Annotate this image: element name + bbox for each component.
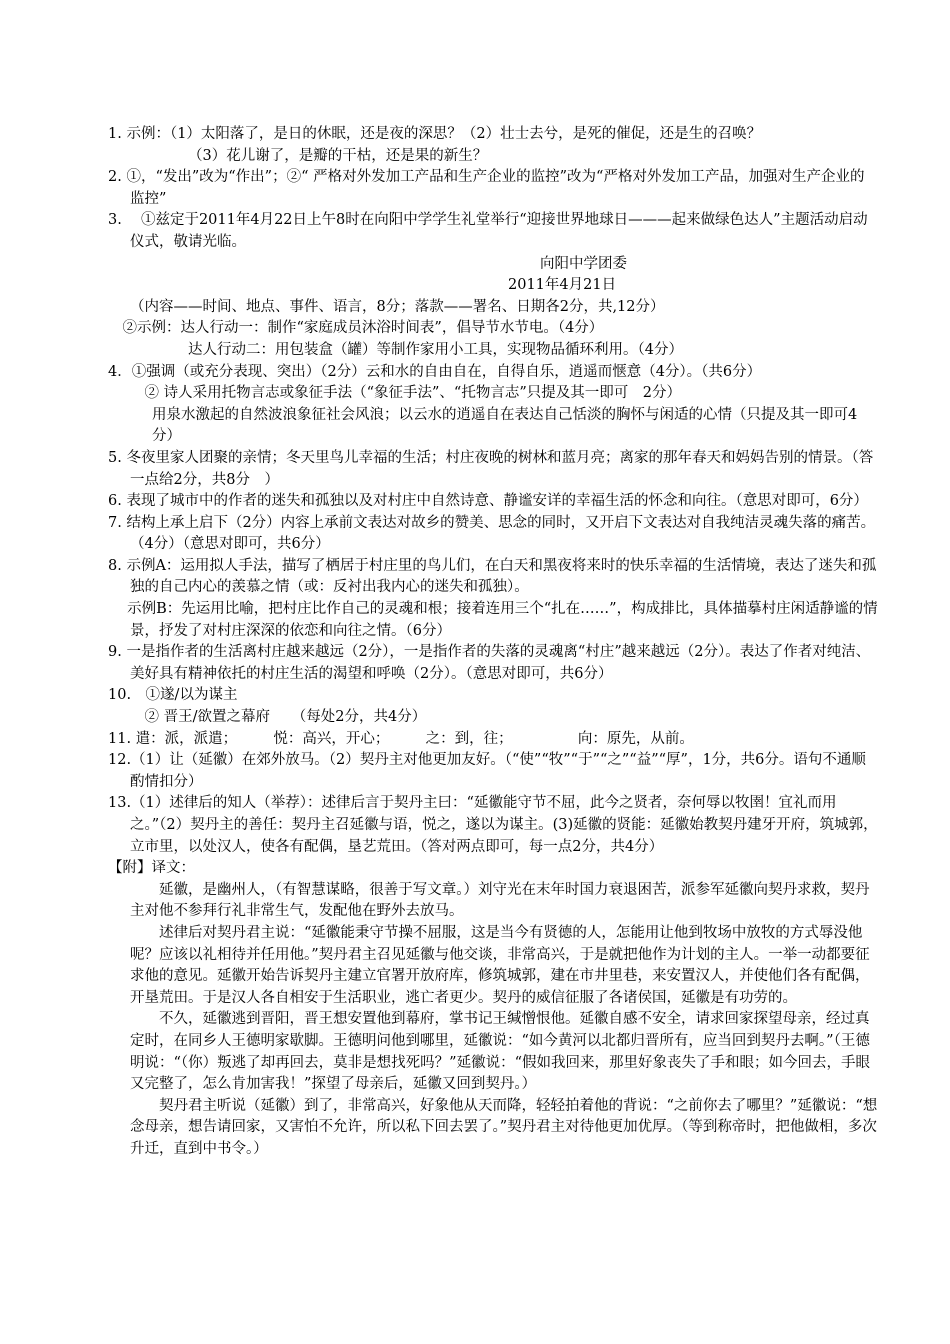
text-line: 【附】译文：	[108, 860, 195, 877]
text-line: 延徽，是幽州人，（有智慧谋略，很善于写文章。）刘守光在末年时国力衰退困苦，派参军延徽向契丹求救，契丹主对他不参拜行礼非常生气，发配他在野外去放马。	[130, 881, 870, 920]
text-line: 契丹君主听说（延徽）到了，非常高兴，好象他从天而降，轻轻拍着他的背说：“之前你去了哪里？”延徽说：“想念母亲，想告请回家，又害怕不允许，所以私下回去罢了。”契丹君主对待他更加优厚。（等到称帝时，把他做相，多次升迁，直到中书令。）	[130, 1097, 878, 1157]
text-line: 8. 示例A：运用拟人手法，描写了栖居于村庄里的鸟儿们，在白天和黑夜将来时的快乐幸福的生活情境，表达了迷失和孤独的自己内心的羡慕之情（或：反衬出我内心的迷失和孤独）。	[108, 557, 877, 596]
text-line: 向阳中学团委	[540, 255, 627, 272]
text-line: 4．①强调（或充分表现、突出）（2分）云和水的自由自在，自得自乐，逍遥而惬意（4分）。（共6分）	[108, 363, 762, 380]
text-line: 示例B：先运用比喻，把村庄比作自己的灵魂和根；接着连用三个“扎在……”，构成排比，具体描摹村庄闲适静谧的情景，抒发了对村庄深深的依恋和向往之情。（6分）	[108, 601, 878, 639]
text-line: 3. ①兹定于2011年4月22日上午8时在向阳中学学生礼堂举行“迎接世界地球日———起来做绿色达人”主题活动启动仪式，敬请光临。	[108, 212, 868, 250]
text-line: 5. 冬夜里家人团聚的亲情；冬天里鸟儿幸福的生活；村庄夜晚的树林和蓝月亮；离家的那年春天和妈妈告别的情景。（答一点给2分，共8分 ）	[108, 449, 874, 488]
text-line: ② 诗人采用托物言志或象征手法（“象征手法”、“托物言志”只提及其一即可 2分）	[130, 385, 681, 402]
text-line: 1. 示例：（1）太阳落了，是日的休眠，还是夜的深思？（2）壮士去兮，是死的催促，还是生的召唤？	[108, 126, 762, 142]
text-line: ②示例：达人行动一：制作“家庭成员沐浴时间表”，倡导节水节电。（4分）	[108, 320, 604, 337]
text-line: 10. ①遂/以为谋主	[108, 687, 238, 704]
text-line: 不久，延徽逃到晋阳，晋王想安置他到幕府，掌书记王缄憎恨他。延徽自感不安全，请求回家探望母亲，经过真定时，在同乡人王德明家歇脚。王德明问他到哪里，延徽说：“如今黄河以北都归晋所有，应当回到契丹去啊。”（王德明说：“（你）叛逃了却再回去，莫非是想找死吗？”延徽说：“假如我回来，那里好象丧失了手和眼；如今回去，手眼又完整了，怎么肯加害我！”探望了母亲后，延徽又回到契丹。）	[130, 1011, 870, 1093]
text-line: （3）花儿谢了，是瓣的干枯，还是果的新生？	[188, 147, 488, 164]
text-line: 13.（1）述律后的知人（举荐）：述律后言于契丹主曰：“延徽能守节不屈，此今之贤者，奈何辱以牧圉！宜礼而用之。”（2）契丹主的善任：契丹主召延徽与语，悦之，遂以为谋主。(3)延徽的贤能：延徽始教契丹建牙开府，筑城郭，立市里，以处汉人，使各有配偶，垦艺荒田。（答对两点即可，每一点2分，共4分）	[108, 795, 878, 855]
text-line: 12.（1）让（延徽）在郊外放马。（2）契丹主对他更加友好。（“使”“牧”“于”“之”“益”“厚”，1分，共6分。语句不通顺酌情扣分）	[108, 752, 866, 790]
answer-document	[108, 124, 878, 1161]
text-line: 7. 结构上承上启下（2分）内容上承前文表达对故乡的赞美、思念的同时，又开启下文表达对自我纯洁灵魂失落的痛苦。（4分）（意思对即可，共6分）	[108, 514, 876, 553]
text-line: 11. 遣：派，派遣； 悦：高兴，开心； 之：到，往； 向：原先，从前。	[108, 730, 694, 747]
text-line: 达人行动二：用包装盒（罐）等制作家用小工具，实现物品循环利用。（4分）	[188, 341, 683, 358]
text-line: 述律后对契丹君主说：“延徽能秉守节操不屈服，这是当今有贤德的人，怎能用让他到牧场中放牧的方式辱没他呢？应该以礼相待并任用他。”契丹君主召见延徽与他交谈，非常高兴，于是就把他作为计划的主人。一举一动都要征求他的意见。延徽开始告诉契丹主建立官署开放府库，修筑城郭，建在市井里巷，来安置汉人，并使他们各有配偶，开垦荒田。于是汉人各自相安于生活职业，逃亡者更少。契丹的威信征服了各诸侯国，延徽是有功劳的。	[130, 924, 870, 1006]
text-line: ② 晋王/欲置之幕府 （每处2分，共4分）	[130, 709, 427, 726]
text-line: 9. 一是指作者的生活离村庄越来越远（2分），一是指作者的失落的灵魂离“村庄”越来越远（2分）。表达了作者对纯洁、美好具有精神依托的村庄生活的渴望和呼唤（2分）。（意思对即可，共6分）	[108, 644, 871, 682]
text-line: 6. 表现了城市中的作者的迷失和孤独以及对村庄中自然诗意、静谧安详的幸福生活的怀念和向往。（意思对即可，6分）	[108, 493, 868, 510]
text-line: 2. ①，“发出”改为“作出”；②“ 严格对外发加工产品和生产企业的监控”改为“严格对外发加工产品，加强对生产企业的监控”	[108, 169, 865, 207]
text-line: 2011年4月21日	[508, 277, 617, 294]
text-line: （内容——时间、地点、事件、语言，8分；落款——署名、日期各2分，共,12分）	[130, 298, 665, 315]
text-line: 用泉水激起的自然波浪象征社会风浪；以云水的逍遥自在表达自己恬淡的胸怀与闲适的心情（只提及其一即可4分）	[152, 406, 858, 445]
